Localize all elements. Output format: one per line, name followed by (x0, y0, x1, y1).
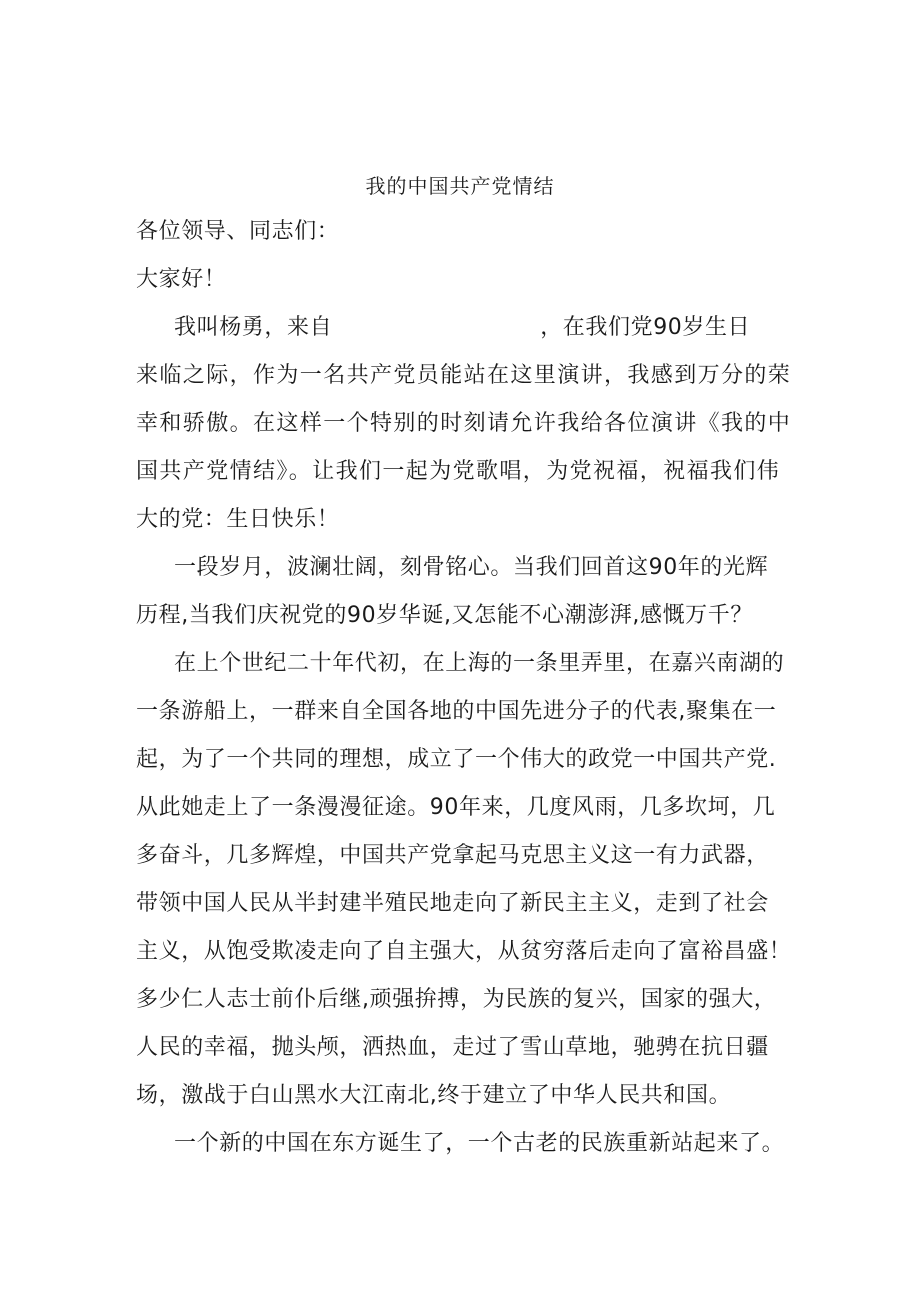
paragraph-3-line-4: 从此她走上了一条漫漫征途。90年来，几度风雨，几多坎坷，几 (136, 795, 776, 820)
paragraph-1-line-2: 来临之际，作为一名共产党员能站在这里演讲，我感到万分的荣 (136, 363, 792, 388)
paragraph-3-line-1: 在上个世纪二十年代初，在上海的一条里弄里，在嘉兴南湖的 (174, 651, 785, 676)
paragraph-1-line-3: 幸和骄傲。在这样一个特别的时刻请允许我给各位演讲《我的中 (136, 411, 792, 436)
salutation: 各位领导、同志们： (136, 219, 340, 244)
speaker-intro: 我叫杨勇，来自 (174, 315, 333, 340)
paragraph-3-line-8: 多少仁人志士前仆后继,顽强拚搏，为民族的复兴，国家的强大， (136, 987, 777, 1012)
paragraph-2-line-2: 历程,当我们庆祝党的90岁华诞,又怎能不心潮澎湃,感慨万千？ (136, 603, 753, 628)
paragraph-3-line-7: 主义，从饱受欺凌走向了自主强大，从贫穷落后走向了富裕昌盛！ (136, 939, 792, 964)
paragraph-3-line-10: 场，激战于白山黑水大江南北,终于建立了中华人民共和国。 (136, 1083, 732, 1108)
paragraph-1-line-1 (174, 313, 854, 343)
paragraph-3-line-9: 人民的幸福，抛头颅，洒热血，走过了雪山草地，驰骋在抗日疆 (136, 1035, 769, 1060)
paragraph-3-line-6: 带领中国人民从半封建半殖民地走向了新民主主义，走到了社会 (136, 891, 769, 916)
document-title: 我的中国共产党情结 (365, 174, 555, 198)
paragraph-1-line-5: 大的党：生日快乐！ (136, 507, 340, 532)
paragraph-1-line-4: 国共产党情结》。让我们一起为党歌唱，为党祝福，祝福我们伟 (136, 459, 781, 484)
paragraph-4-line-1: 一个新的中国在东方诞生了，一个古老的民族重新站起来了。 (174, 1131, 785, 1156)
speaker-intro-cont: ，在我们党90岁生日 (540, 315, 751, 340)
paragraph-3-line-5: 多奋斗，几多辉煌，中国共产党拿起马克思主义这一有力武器， (136, 843, 769, 868)
paragraph-3-line-2: 一条游船上，一群来自全国各地的中国先进分子的代表,聚集在一 (136, 699, 777, 724)
paragraph-2-line-1: 一段岁月，波澜壮阔，刻骨铭心。当我们回首这90年的光辉 (174, 555, 769, 580)
greeting: 大家好！ (136, 267, 227, 292)
paragraph-3-line-3: 起，为了一个共同的理想，成立了一个伟大的政党一中国共产党. (136, 747, 777, 772)
